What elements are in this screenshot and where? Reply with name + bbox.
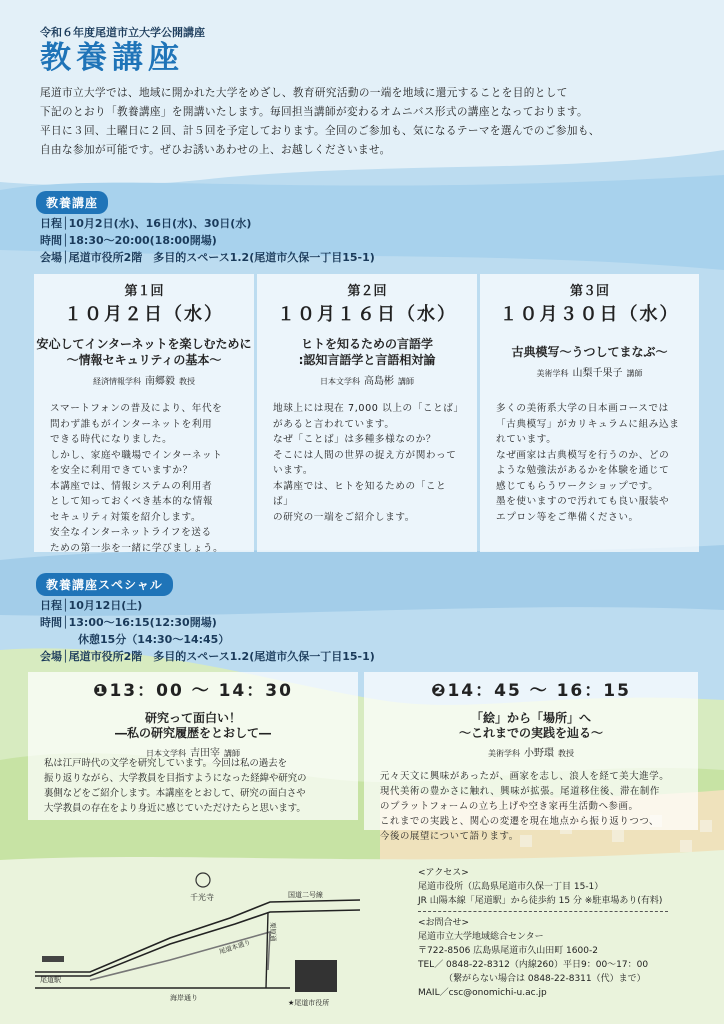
map-cityhall-marker [295, 960, 337, 992]
lecturer-role: 教授 [179, 377, 195, 386]
description-line: があると言われています。 [273, 418, 395, 430]
special-tag: 教養講座スペシャル [36, 573, 173, 596]
session-lecturer [34, 372, 254, 387]
access-map [30, 860, 380, 1010]
map-label-station: 尾道駅 [40, 976, 61, 984]
header [40, 24, 205, 76]
description-line: エプロン等をご準備ください。 [496, 511, 639, 523]
session-lecturer [480, 364, 699, 379]
session-number: 第２回 [347, 284, 387, 299]
description-line: 元々天文に興味があったが、画家を志し、浪人を経て美大進学。 [380, 771, 670, 782]
special-schedule: 日程│10月12日(土) [40, 599, 143, 612]
access-heading: <アクセス> [418, 868, 469, 878]
description-line: 振り返りながら、大学教員を目指すようになった経緯や研究の [44, 773, 307, 784]
intro-line: 下記のとおり「教養講座」を開講いたします。毎回担当講師が変わるオムニバス形式の講座となっております。 [40, 106, 588, 118]
description-line: 問わず誰もがインターネットを利用 [50, 418, 213, 430]
contact-divider [418, 911, 668, 912]
description-line: ような勉強法があるかを体験を通じて [496, 465, 670, 476]
session-number: 第１回 [124, 284, 164, 299]
session-title-line: 安心してインターネットを楽しむために [36, 337, 252, 351]
lecture-time: 時間│18:30～20:00(18:00開場) [40, 234, 217, 247]
access-line: JR 山陽本線「尾道駅」から徒歩約 15 分 ※駐車場あり(有料) [418, 896, 663, 906]
session-title [34, 336, 254, 368]
special-session-lecturer [364, 744, 698, 759]
access-info [418, 866, 662, 908]
session-title-line: ～これまでの実践を辿る～ [458, 726, 603, 740]
description-line: 現代美術の豊かさに触れ、興味が拡張。尾道移住後、滞在制作 [380, 786, 660, 797]
session-number: 第３回 [569, 284, 609, 299]
session-date: １０月３０日（水） [499, 304, 680, 325]
intro-line: 尾道市立大学では、地域に開かれた大学をめざし、教育研究活動の一端を地域に還元することを目的として [40, 87, 568, 99]
lecturer-role: 教授 [558, 749, 574, 758]
inquiry-line: （繋がらない場合は 0848-22-8311（代）まで） [444, 974, 646, 984]
inquiry-email[interactable]: MAIL／csc@onomichi-u.ac.jp [418, 988, 547, 998]
description-line: います。 [273, 465, 314, 476]
inquiry-line: TEL／ 0848-22-8312（内線260）平日9：00～17：00 [418, 960, 649, 970]
lecture-tag: 教養講座 [36, 191, 108, 214]
lecturer-name: 南郷毅 [145, 376, 175, 387]
page-title: 教養講座 [40, 40, 184, 76]
lecture-info [40, 215, 375, 266]
access-line: 尾道市役所（広島県尾道市久保一丁目 15-1） [418, 882, 604, 892]
description-line: ための第一歩を一緒に学びましょう。 [50, 542, 224, 554]
description-line: を安全に利用できていますか？ [50, 465, 193, 476]
intro-text [40, 84, 720, 160]
description-line: 多くの美術系大学の日本画コースでは [496, 403, 669, 414]
session-description [50, 401, 238, 556]
description-line: 私は江戸時代の文学を研究しています。今回は私の過去を [44, 758, 288, 769]
description-line: 本講座では、ヒトを知るための「ことば」 [273, 480, 447, 507]
description-line: 安全なインターネットライフを送る [50, 527, 212, 538]
description-line: 大学教員の存在をより身近に感じていただけたらと思います。 [44, 803, 306, 814]
map-label-road1: 国道二号線 [288, 891, 323, 899]
description-line: 地球上には現在 7,000 以上の「ことば」 [273, 403, 464, 414]
session-title-line: ヒトを知るための言語学 [300, 337, 433, 351]
session-card-3 [480, 274, 699, 552]
session-title-line: 古典模写～うつしてまなぶ～ [511, 345, 668, 359]
lecturer-name: 山梨千果子 [572, 368, 623, 379]
session-title-line: ～情報セキュリティの基本～ [66, 353, 222, 367]
intro-line: 平日に３回、土曜日に２回、計５回を予定しております。全回のご参加も、気になるテーマを選んでのご参加も、 [40, 125, 600, 137]
special-session-description-2 [380, 769, 682, 844]
lecturer-dept: 美術学科 [488, 749, 520, 758]
inquiry-heading: <お問合せ> [418, 918, 470, 928]
lecturer-name: 吉田宰 [190, 748, 220, 759]
session-title-line: 「絵」から「場所」へ [470, 711, 591, 725]
special-session-description-1 [28, 748, 368, 816]
session-title-line: :認知言語学と言語相対論 [298, 353, 436, 367]
special-venue: 会場│尾道市役所2階 多目的スペース1.2(尾道市久保一丁目15-1) [40, 650, 375, 663]
lecturer-dept: 美術学科 [536, 369, 569, 378]
special-info [40, 597, 375, 665]
description-line: セキュリティ対策を紹介します。 [50, 511, 202, 523]
special-time: 時間│13:00～16:15(12:30開場) [40, 616, 217, 629]
session-title [480, 344, 699, 360]
description-line: 今後の展望について語ります。 [380, 831, 519, 842]
map-label-temple: 千光寺 [190, 893, 214, 902]
description-line: の研究の一端をご紹介します。 [273, 511, 415, 523]
intro-line: 自由な参加が可能です。ぜひお誘いあわせの上、お越しくださいませ。 [40, 144, 391, 156]
description-line: なぜ「ことば」は多種多様なのか？ [273, 434, 437, 445]
description-line: として知っておくべき基本的な情報 [50, 496, 214, 507]
session-description [496, 401, 683, 525]
description-line: 墨を使いますので汚れても良い服装や [496, 496, 670, 507]
inquiry-line: 〒722-8506 広島県尾道市久山田町 1600-2 [418, 946, 598, 956]
special-break: 休憩15分（14:30～14:45） [78, 633, 230, 646]
description-line: のプラットフォームの立ち上げや空き家再生活動へ参画。 [380, 801, 639, 812]
map-label-cityhall: ★尾道市役所 [288, 999, 330, 1007]
description-line: 感じてもらうワークショップです。 [496, 480, 659, 492]
map-label-road3: 海岸通り [170, 994, 198, 1002]
session-title [257, 336, 477, 368]
lecturer-dept: 経済情報学科 [93, 377, 141, 386]
inquiry-info [418, 916, 648, 1000]
lecturer-dept: 日本文学科 [320, 377, 360, 386]
session-title-line: 研究って面白い！ [144, 711, 241, 725]
description-line: しかし、家庭や職場でインターネット [50, 449, 223, 461]
map-label-road4: 栗原通 [269, 922, 277, 942]
session-description [273, 401, 464, 525]
description-line: 「古典模写」がカリキュラムに組み込ま [496, 418, 680, 430]
description-line: スマートフォンの普及により、年代を [50, 403, 223, 414]
description-line: れています。 [496, 434, 557, 445]
session-title-line: ―私の研究履歴をとおして― [114, 726, 271, 740]
description-line: なぜ画家は古典模写を行うのか、どの [496, 449, 670, 461]
lecturer-name: 小野環 [524, 748, 554, 759]
description-line: 本講座では、情報システムの利用者 [50, 480, 213, 492]
session-date: １０月１６日（水） [277, 304, 457, 325]
special-session-time: ❷14：45 ～ 16：15 [431, 681, 631, 701]
description-line: そこには人間の世界の捉え方が関わって [273, 449, 457, 461]
map-road-kurihara [266, 912, 268, 988]
special-session-title [364, 711, 698, 741]
inquiry-line: 尾道市立大学地域総合センター [418, 932, 544, 942]
lecturer-role: 講師 [224, 749, 240, 758]
lecturer-name: 高島彬 [364, 376, 394, 387]
temple-marker [196, 873, 210, 887]
special-session-title [28, 711, 358, 741]
special-session-card-2 [364, 672, 698, 842]
special-session-time: ❶13：00 ～ 14：30 [93, 681, 293, 701]
lecturer-role: 講師 [398, 377, 414, 386]
map-station-marker [42, 956, 64, 962]
header-subtitle: 令和６年度尾道市立大学公開講座 [40, 26, 205, 39]
session-lecturer [257, 372, 477, 387]
description-line: 裏側などをご紹介します。本講座をとおして、研究の面白さや [44, 788, 306, 799]
lecture-schedule: 日程│10月2日(水)、16日(水)、30日(水) [40, 217, 252, 230]
session-card-1 [34, 274, 254, 552]
description-line: できる時代になりました。 [50, 434, 173, 445]
session-card-2 [257, 274, 477, 552]
description-line: これまでの実践と、関心の変遷を現在地点から振り返りつつ、 [380, 816, 659, 827]
lecturer-role: 講師 [626, 369, 643, 378]
map-label-road2: 尾道本通り [218, 938, 252, 956]
lecturer-dept: 日本文学科 [146, 749, 186, 758]
lecture-venue: 会場│尾道市役所2階 多目的スペース1.2(尾道市久保一丁目15-1) [40, 251, 375, 264]
session-date: １０月２日（水） [64, 304, 224, 325]
